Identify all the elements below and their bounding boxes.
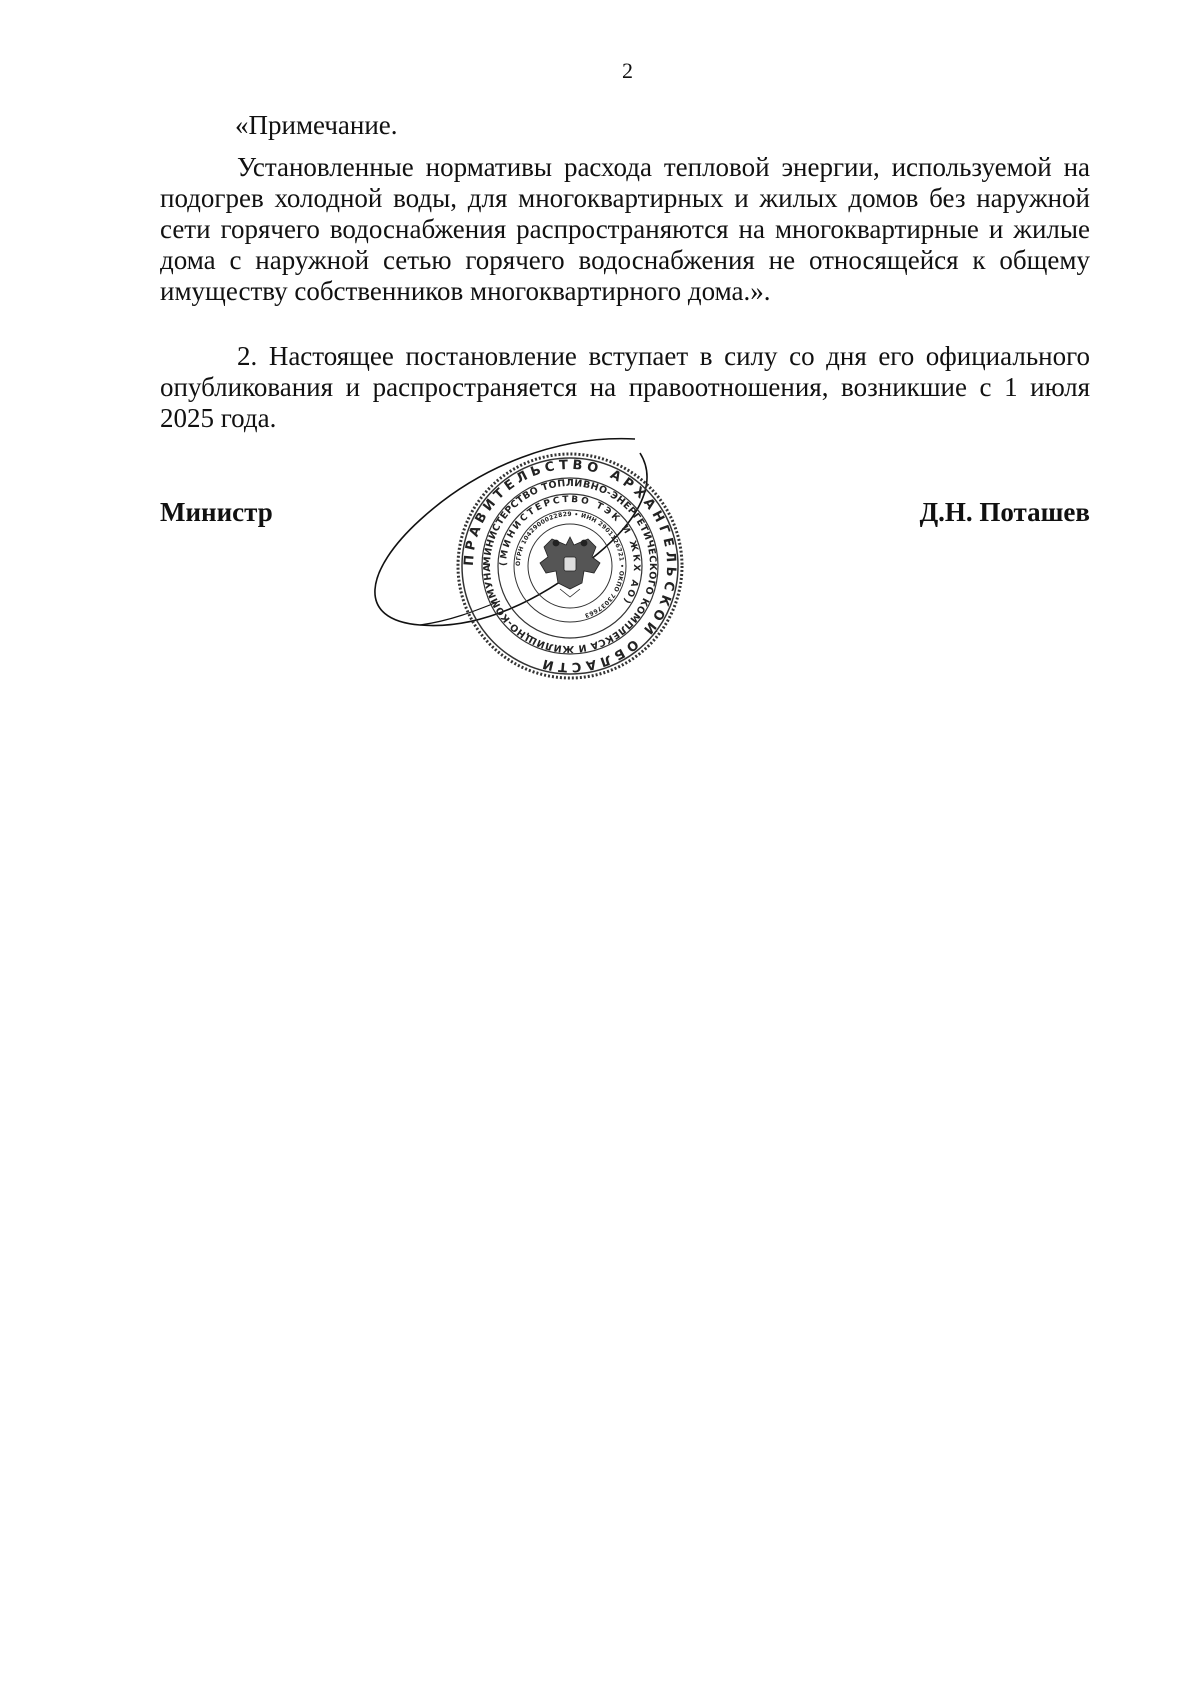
seal-codes-text: ОГРН 1042900022829 • ИНН 2901126721 • ОКПО 73037663	[514, 510, 626, 619]
signatory-name: Д.Н. Поташев	[919, 497, 1090, 527]
seal-outer-text: ПРАВИТЕЛЬСТВО АРХАНГЕЛЬСКОЙ ОБЛАСТИ	[461, 457, 679, 675]
paragraph-note-text: Установленные нормативы расхода тепловой энергии, используемой на подогрев холодной воды, для многоквартирных и жилых домов без наружной сети горячего водоснабжения распространяются на многоквартирные и жилые дома с наружной сетью горячего водоснабжения не относящейся к общему имуществу собственников многоквартирного дома.».	[160, 152, 1090, 306]
seal-middle-text: МИНИСТЕРСТВО ТОПЛИВНО-ЭНЕРГЕТИЧЕСКОГО КОМПЛЕКСА И ЖИЛИЩНО-КОММУНА	[481, 477, 659, 655]
official-seal	[360, 425, 760, 705]
signatory-position: Министр	[160, 497, 273, 527]
seal-inner-text: (МИНИСТЕРСТВО ТЭК И ЖКХ АО)	[498, 494, 642, 607]
note-heading: «Примечание.	[235, 110, 398, 140]
signature-block	[160, 497, 1090, 528]
page-number: 2	[622, 58, 633, 83]
paragraph-effective-date: 2. Настоящее постановление вступает в силу со дня его официального опубликования и распространяется на правоотношения, возникшие с 1 июля 2025 года.	[160, 341, 1090, 433]
